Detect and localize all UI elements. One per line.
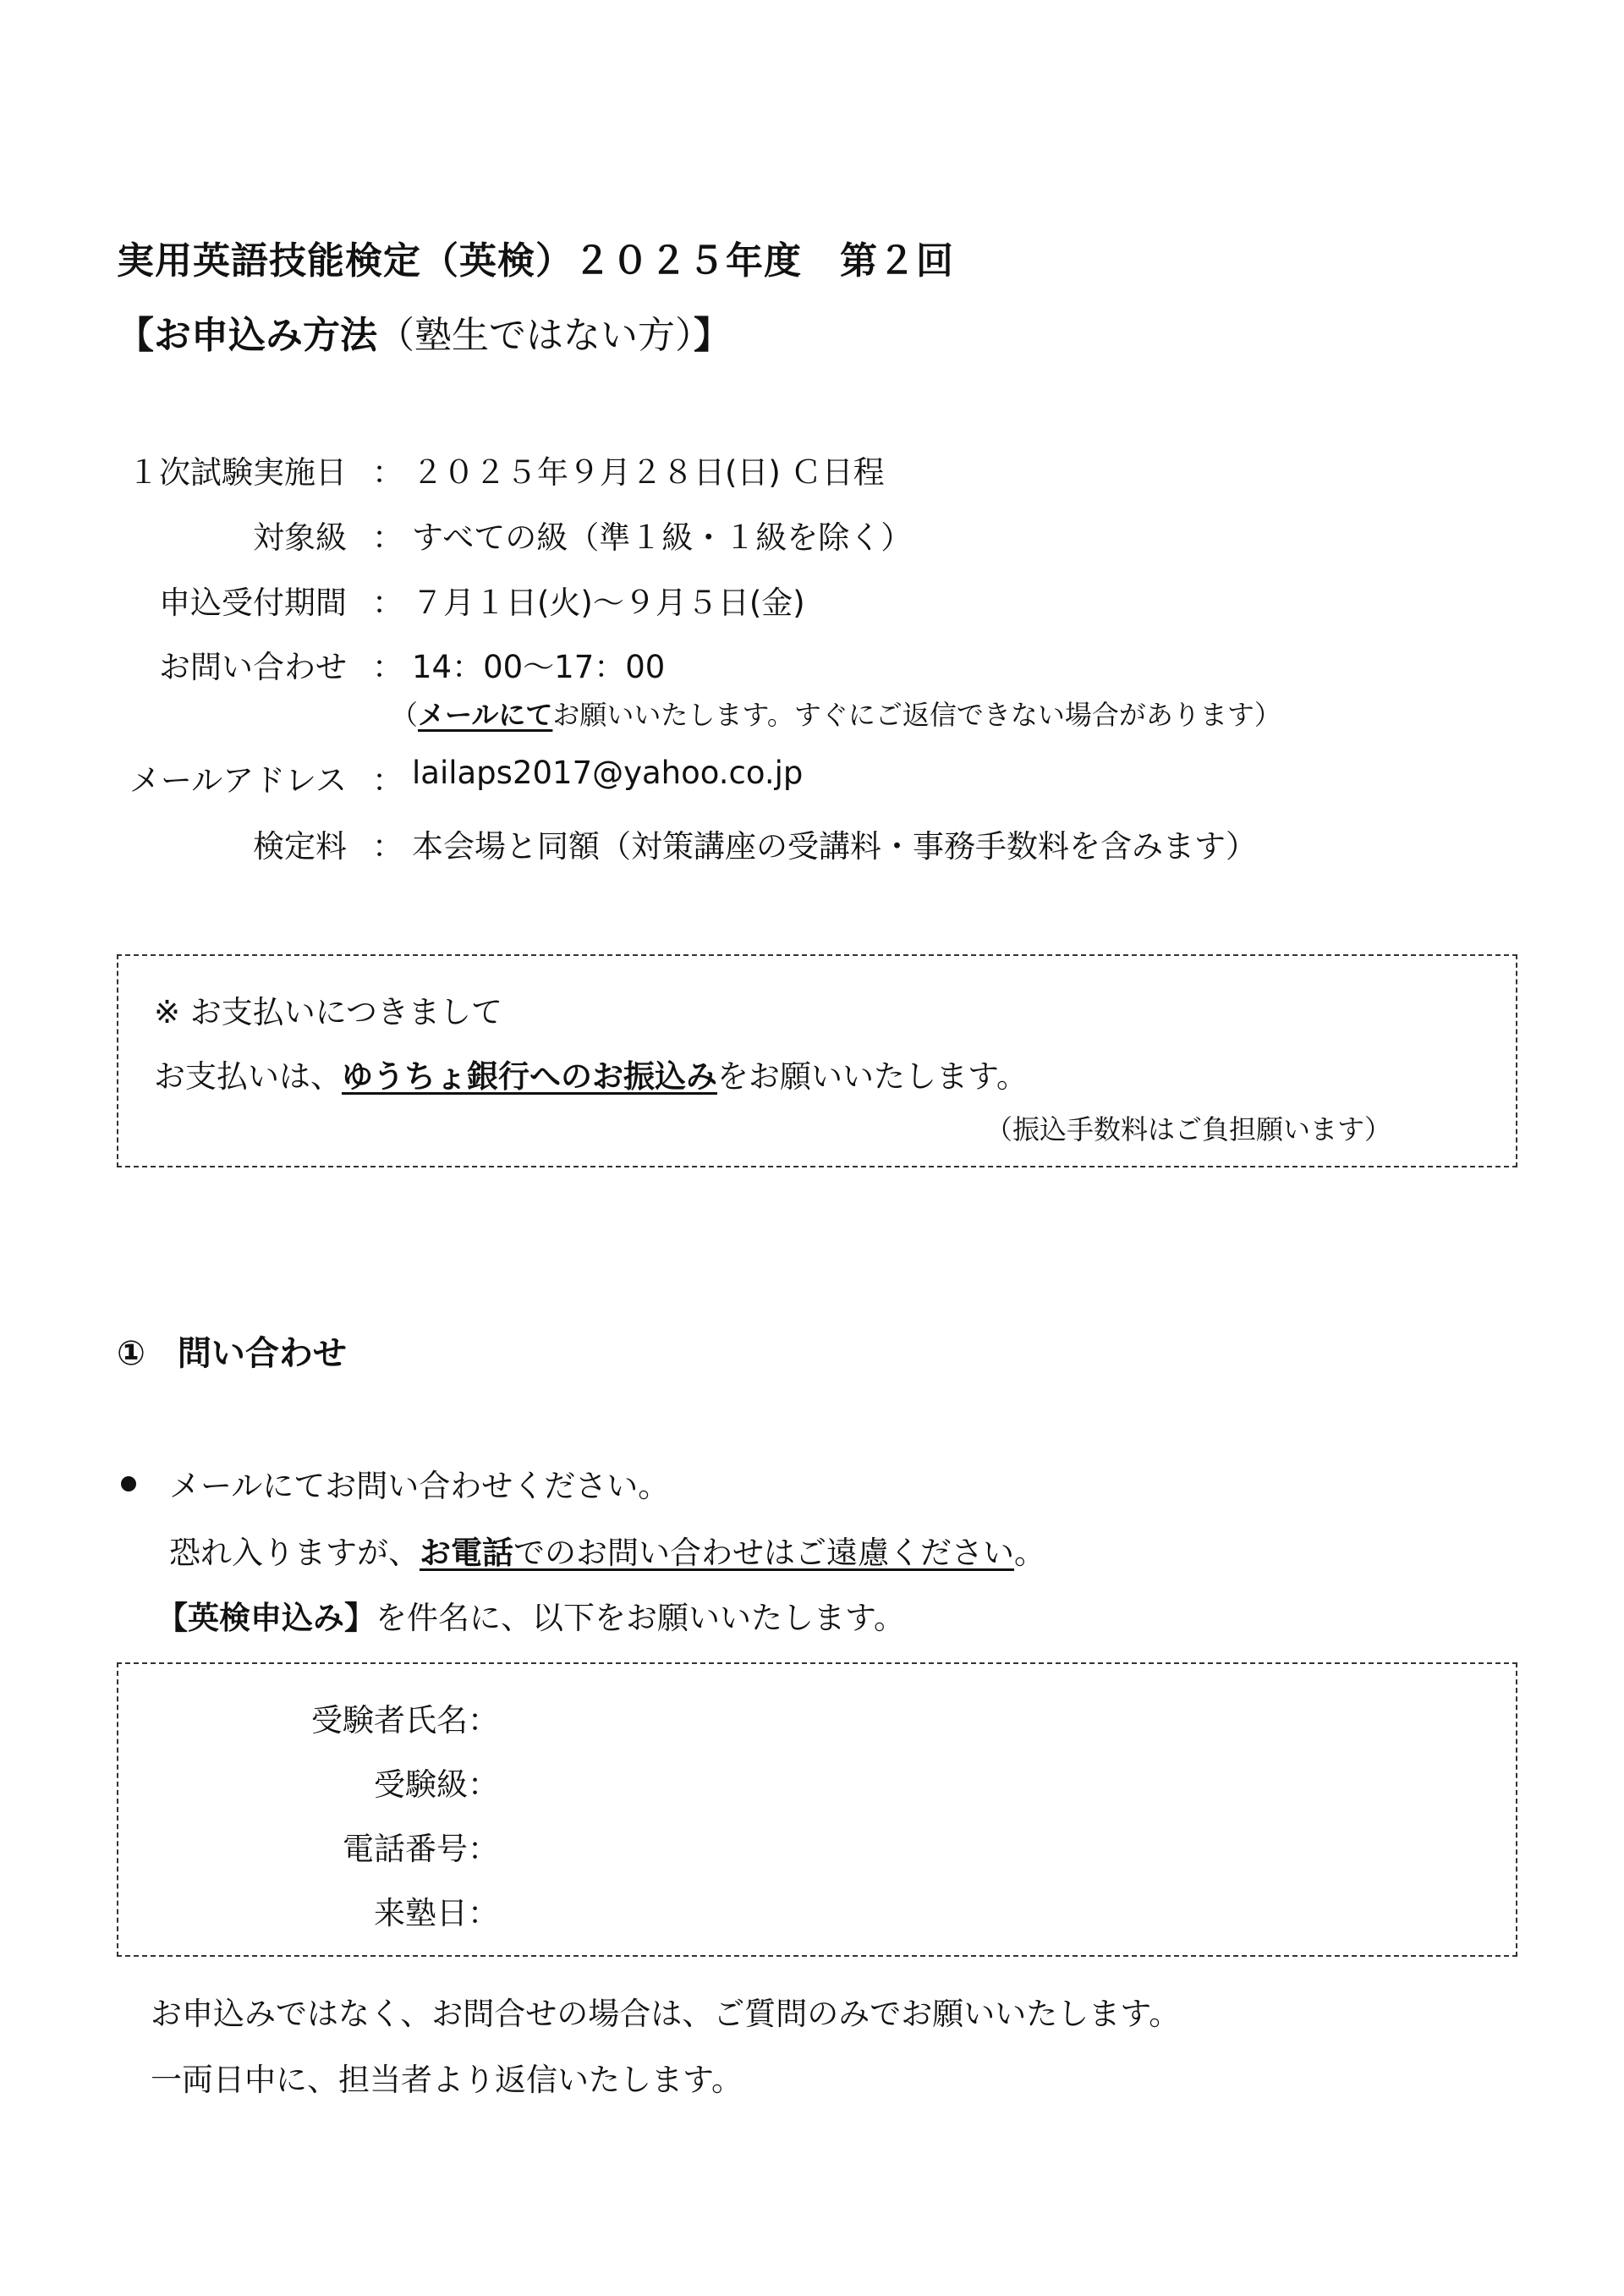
- info-value: 本会場と同額（対策講座の受講料・事務手数料を含みます）: [412, 828, 1257, 865]
- inquiry-line-3-text: を件名に、以下をお願いいたします。: [376, 1600, 906, 1636]
- page-subtitle: [117, 305, 731, 359]
- payment-line-prefix: お支払いは、: [154, 1058, 342, 1095]
- payment-notice-box: [117, 954, 1517, 1167]
- page-title: 実用英語技能検定（英検）２０２５年度 第２回: [117, 239, 954, 283]
- form-field-name-label: 受験者氏名：: [311, 1702, 499, 1738]
- contact-note-text: お願いいたします。すぐにご返信できない場合があります）: [552, 699, 1281, 731]
- info-label: 申込受付期間: [159, 585, 347, 621]
- footer-line-2: 一両日中に、担当者より返信いたします。: [151, 2062, 743, 2098]
- info-colon: ：: [372, 519, 403, 556]
- inquiry-line-2-end: 。: [1014, 1535, 1045, 1571]
- inquiry-line-2-suffix: でのお問い合わせはご遠慮ください: [513, 1535, 1014, 1571]
- inquiry-bullet-text: メールにてお問い合わせください。: [169, 1468, 670, 1504]
- section-title: 問い合わせ: [177, 1334, 347, 1373]
- application-form-box: [117, 1662, 1517, 1957]
- payment-note: （振込手数料はご負担願います）: [985, 1113, 1392, 1145]
- info-colon: ：: [372, 828, 403, 865]
- inquiry-line-2: [169, 1527, 1045, 1573]
- info-label: 対象級: [253, 519, 347, 556]
- inquiry-line-2-prefix: 恐れ入りますが、: [169, 1535, 420, 1571]
- info-label: １次試験実施日: [128, 454, 347, 491]
- info-label: メールアドレス: [129, 762, 347, 799]
- subtitle-open: 【: [117, 314, 154, 357]
- info-value: 14：00～17：00: [412, 649, 666, 685]
- info-value: ７月１日(火)～９月５日(金): [412, 585, 805, 621]
- payment-method: ゆうちょ銀行へのお振込み: [342, 1058, 717, 1095]
- contact-note-emphasis: メールにて: [418, 699, 553, 731]
- subtitle-paren: （塾生ではない方）: [377, 314, 694, 357]
- contact-note-open: （: [391, 699, 419, 731]
- contact-note: [391, 694, 1281, 733]
- form-field-phone-label: 電話番号：: [343, 1831, 499, 1867]
- info-value: ２０２５年９月２８日(日) Ｃ日程: [412, 454, 885, 491]
- payment-line: [154, 1051, 1028, 1096]
- inquiry-line-3: [156, 1592, 905, 1638]
- info-colon: ：: [372, 454, 403, 491]
- subtitle-close: 】: [694, 314, 731, 357]
- section-heading-inquiry: [117, 1327, 347, 1375]
- email-address[interactable]: lailaps2017@yahoo.co.jp: [412, 755, 804, 791]
- info-label: お問い合わせ: [159, 649, 347, 685]
- info-value: すべての級（準１級・１級を除く）: [412, 519, 913, 556]
- info-colon: ：: [372, 762, 403, 799]
- footer-line-1: お申込みではなく、お問合せの場合は、ご質問のみでお願いいたします。: [151, 1996, 1181, 2032]
- info-colon: ：: [372, 649, 403, 685]
- payment-line-suffix: をお願いいたします。: [717, 1058, 1029, 1095]
- phone-underlined: [420, 1535, 1014, 1571]
- info-label: 検定料: [253, 828, 347, 865]
- info-colon: ：: [372, 585, 403, 621]
- form-field-grade-label: 受験級：: [374, 1766, 499, 1803]
- section-number: ①: [117, 1334, 145, 1373]
- subtitle-main: お申込み方法: [154, 314, 377, 357]
- payment-heading: ※ お支払いにつきまして: [154, 994, 503, 1030]
- subject-keyword: 【英検申込み】: [156, 1600, 376, 1636]
- bullet-icon: [121, 1476, 136, 1491]
- form-field-visit-date-label: 来塾日：: [374, 1895, 499, 1931]
- phone-emphasis: お電話: [420, 1535, 513, 1571]
